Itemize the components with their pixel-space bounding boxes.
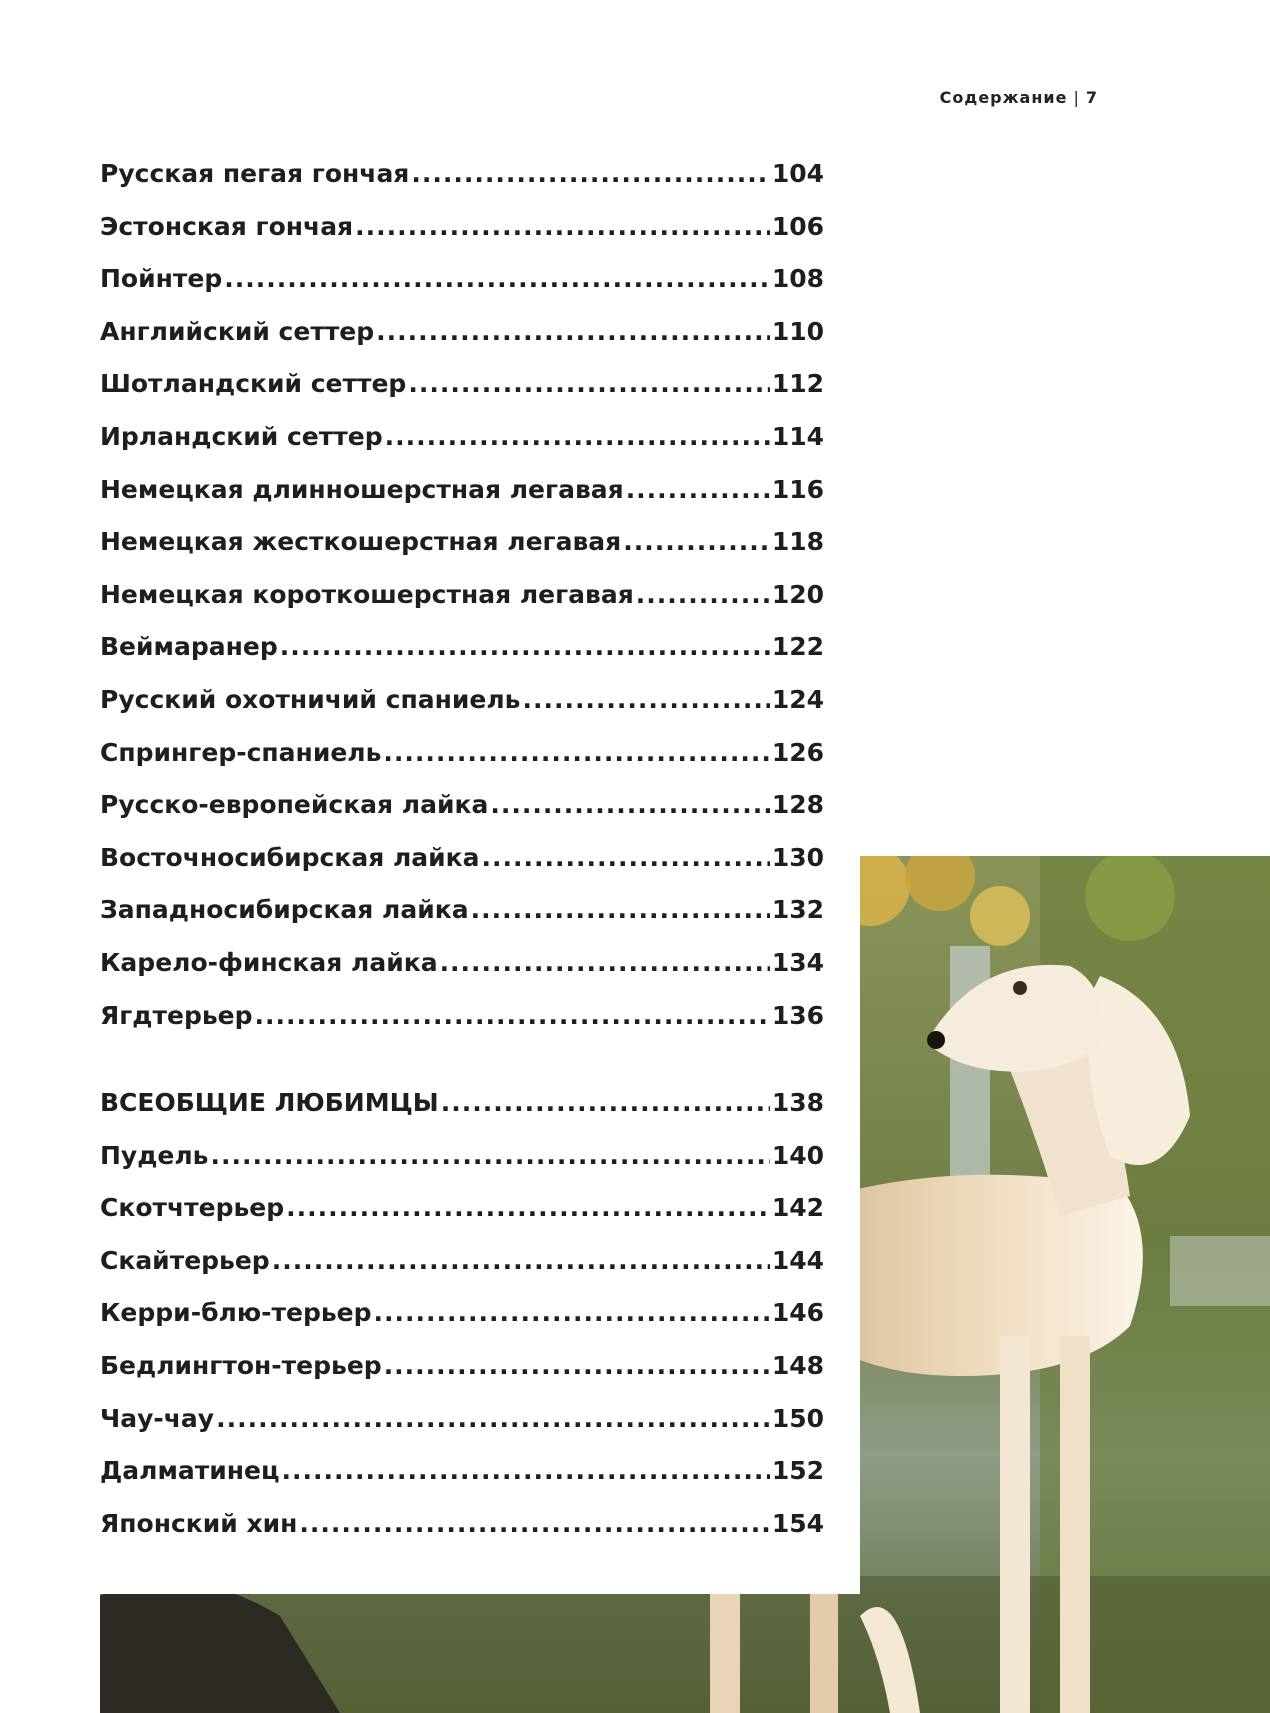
toc-entry-title: Далматинец — [100, 1456, 280, 1486]
table-of-contents — [100, 148, 824, 1550]
toc-entry[interactable] — [100, 569, 824, 622]
toc-entry[interactable] — [100, 411, 824, 464]
running-header — [940, 88, 1098, 107]
toc-entry-title: Немецкая жесткошерстная легавая — [100, 527, 622, 557]
toc-entry-title: Ирландский сеттер — [100, 421, 383, 451]
toc-entry-page: 104 — [771, 159, 824, 188]
toc-leader-dots — [481, 832, 769, 885]
toc-leader-dots — [440, 937, 770, 990]
toc-entry[interactable] — [100, 516, 824, 569]
toc-entry[interactable] — [100, 464, 824, 517]
toc-entry-page: 146 — [771, 1298, 824, 1328]
toc-entry[interactable] — [100, 832, 824, 885]
toc-entry-page: 142 — [771, 1193, 824, 1223]
toc-entry-page: 134 — [771, 947, 824, 977]
toc-entry-page: 114 — [771, 421, 824, 451]
toc-entry-title: Немецкая короткошерстная легавая — [100, 579, 634, 609]
toc-entry-page: 148 — [771, 1351, 824, 1381]
toc-entry-title: Эстонская гончая — [100, 211, 354, 241]
toc-entry-page: 112 — [771, 369, 824, 399]
toc-entry[interactable] — [100, 990, 824, 1043]
toc-entry-page: 126 — [771, 737, 824, 767]
toc-entry-page: 154 — [771, 1508, 824, 1538]
toc-entry-title: Скотчтерьер — [100, 1193, 285, 1223]
toc-entry-page: 106 — [771, 211, 824, 241]
toc-entry-title: Пойнтер — [100, 264, 223, 294]
toc-entry-title: Карело-финская лайка — [100, 947, 438, 977]
toc-entry-title: Керри-блю-терьер — [100, 1298, 372, 1328]
toc-entry[interactable] — [100, 1445, 824, 1498]
toc-section-page: 138 — [771, 1088, 824, 1118]
toc-entry[interactable] — [100, 1393, 824, 1446]
toc-leader-dots — [374, 1287, 770, 1340]
toc-entry-page: 132 — [771, 895, 824, 925]
toc-leader-dots — [623, 516, 770, 569]
toc-leader-dots — [224, 253, 770, 306]
toc-entry-page: 110 — [771, 316, 824, 346]
toc-entry-page: 152 — [771, 1456, 824, 1486]
toc-entry-page: 118 — [771, 527, 824, 557]
toc-leader-dots — [272, 1235, 770, 1288]
toc-leader-dots — [626, 464, 770, 517]
toc-entry[interactable] — [100, 306, 824, 359]
toc-entry-title: Японский хин — [100, 1508, 298, 1538]
toc-entry-page: 116 — [771, 474, 824, 504]
toc-leader-dots — [299, 1498, 769, 1551]
toc-leader-dots — [286, 1182, 770, 1235]
toc-entry-title: Шотландский сеттер — [100, 369, 407, 399]
toc-entry-title: Восточносибирская лайка — [100, 842, 480, 872]
toc-leader-dots — [411, 148, 769, 201]
toc-leader-dots — [282, 1445, 770, 1498]
toc-entry-page: 120 — [771, 579, 824, 609]
toc-entry-title: Русская пегая гончая — [100, 159, 410, 188]
toc-entry[interactable] — [100, 201, 824, 254]
toc-entry[interactable] — [100, 1130, 824, 1183]
toc-entry[interactable] — [100, 884, 824, 937]
toc-entry-page: 130 — [771, 842, 824, 872]
toc-entry-page: 128 — [771, 790, 824, 820]
toc-leader-dots — [636, 569, 770, 622]
header-section-title: Содержание — [939, 88, 1068, 107]
toc-entry-title: Веймаранер — [100, 632, 278, 662]
header-separator: | — [1073, 88, 1080, 107]
toc-leader-dots — [216, 1393, 770, 1446]
toc-entry-title: Пудель — [100, 1140, 209, 1170]
toc-entry[interactable] — [100, 148, 824, 201]
toc-leader-dots — [355, 201, 770, 254]
toc-entry[interactable] — [100, 674, 824, 727]
toc-entry-page: 144 — [771, 1245, 824, 1275]
toc-entry-page: 150 — [771, 1403, 824, 1433]
toc-leader-dots — [210, 1130, 769, 1183]
toc-leader-dots — [383, 727, 769, 780]
toc-entry[interactable] — [100, 253, 824, 306]
toc-entry[interactable] — [100, 1287, 824, 1340]
toc-leader-dots — [376, 306, 770, 359]
toc-entry-title: Чау-чау — [100, 1403, 215, 1433]
toc-entry-title: Скайтерьер — [100, 1245, 270, 1275]
toc-entry-page: 140 — [771, 1140, 824, 1170]
toc-entry-title: Немецкая длинношерстная легавая — [100, 474, 624, 504]
toc-group-favorites — [100, 1130, 824, 1551]
toc-entry[interactable] — [100, 1340, 824, 1393]
toc-leader-dots — [255, 990, 770, 1043]
toc-section-row[interactable] — [100, 1077, 824, 1130]
toc-group-hunting-dogs — [100, 148, 824, 1042]
toc-entry-title: Ягдтерьер — [100, 1000, 253, 1030]
toc-entry-title: Английский сеттер — [100, 316, 375, 346]
toc-entry-page: 122 — [771, 632, 824, 662]
toc-entry-title: Русско-европейская лайка — [100, 790, 489, 820]
toc-entry-page: 108 — [771, 264, 824, 294]
toc-section-title: ВСЕОБЩИЕ ЛЮБИМЦЫ — [100, 1088, 439, 1118]
toc-leader-dots — [522, 674, 769, 727]
toc-entry[interactable] — [100, 1182, 824, 1235]
toc-entry[interactable] — [100, 1498, 824, 1551]
toc-entry-title: Русский охотничий спаниель — [100, 684, 521, 714]
toc-leader-dots — [280, 621, 770, 674]
toc-entry[interactable] — [100, 779, 824, 832]
toc-entry-title: Бедлингтон-терьер — [100, 1351, 382, 1381]
toc-entry[interactable] — [100, 358, 824, 411]
toc-entry-page: 124 — [771, 684, 824, 714]
toc-entry-page: 136 — [771, 1000, 824, 1030]
toc-leader-dots — [385, 411, 770, 464]
toc-leader-dots — [441, 1077, 770, 1130]
header-page-number: 7 — [1085, 88, 1098, 107]
toc-leader-dots — [471, 884, 770, 937]
toc-entry-title: Западносибирская лайка — [100, 895, 469, 925]
toc-leader-dots — [408, 358, 769, 411]
toc-entry[interactable] — [100, 1235, 824, 1288]
toc-entry-title: Спрингер-спаниель — [100, 737, 382, 767]
toc-entry[interactable] — [100, 621, 824, 674]
toc-leader-dots — [490, 779, 769, 832]
toc-entry[interactable] — [100, 727, 824, 780]
toc-leader-dots — [384, 1340, 770, 1393]
toc-entry[interactable] — [100, 937, 824, 990]
